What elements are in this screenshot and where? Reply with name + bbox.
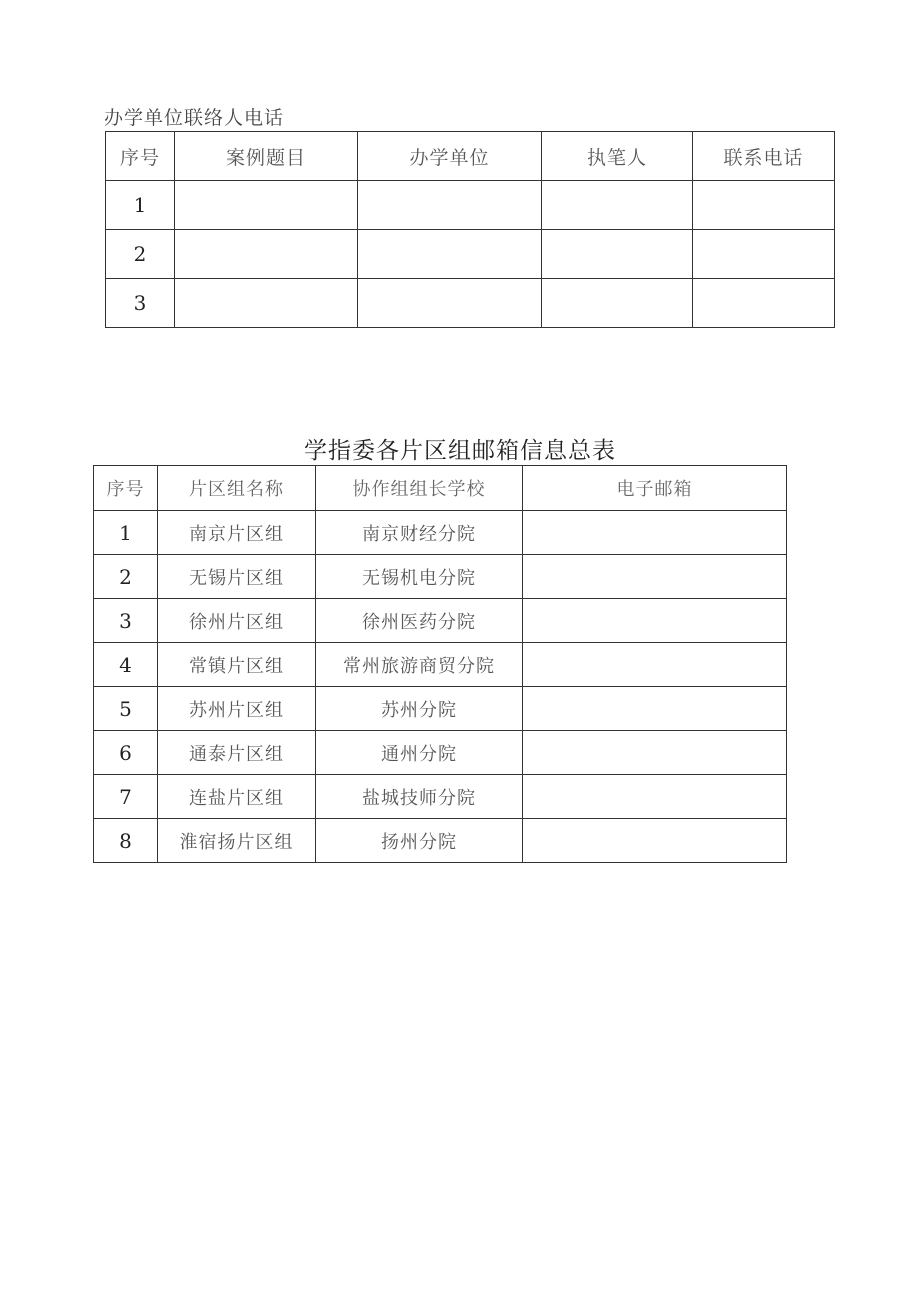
mail-cell-region: 徐州片区组 — [158, 599, 316, 643]
mail-cell-email — [523, 819, 787, 863]
case-cell-author — [542, 181, 693, 230]
case-cell-unit — [358, 230, 542, 279]
table-row — [94, 555, 787, 599]
mail-cell-leader-school: 常州旅游商贸分院 — [316, 643, 523, 687]
mail-cell-index: 8 — [94, 819, 158, 863]
case-cell-author — [542, 279, 693, 328]
mail-cell-email — [523, 687, 787, 731]
table-row — [106, 181, 835, 230]
case-cell-phone — [693, 279, 835, 328]
mail-table-title: 学指委各片区组邮箱信息总表 — [304, 438, 616, 464]
mail-cell-region: 淮宿扬片区组 — [158, 819, 316, 863]
mail-cell-leader-school: 苏州分院 — [316, 687, 523, 731]
table-row — [94, 599, 787, 643]
case-table-header-row — [106, 132, 835, 181]
mail-cell-region: 连盐片区组 — [158, 775, 316, 819]
mail-cell-index: 5 — [94, 687, 158, 731]
case-cell-title — [175, 181, 358, 230]
case-cell-unit — [358, 279, 542, 328]
mail-header-region: 片区组名称 — [158, 466, 316, 511]
mail-cell-email — [523, 643, 787, 687]
table-row — [106, 230, 835, 279]
mail-header-index: 序号 — [94, 466, 158, 511]
case-header-title: 案例题目 — [175, 132, 358, 181]
case-table — [105, 131, 835, 328]
table-row — [106, 279, 835, 328]
mail-cell-leader-school: 通州分院 — [316, 731, 523, 775]
mail-cell-region: 常镇片区组 — [158, 643, 316, 687]
mail-cell-email — [523, 599, 787, 643]
mail-header-email: 电子邮箱 — [523, 466, 787, 511]
mail-cell-index: 1 — [94, 511, 158, 555]
contact-line-label: 办学单位联络人电话 — [104, 107, 285, 129]
table-row — [94, 819, 787, 863]
mail-table-header-row — [94, 466, 787, 511]
mail-cell-index: 4 — [94, 643, 158, 687]
case-header-author: 执笔人 — [542, 132, 693, 181]
mail-cell-index: 2 — [94, 555, 158, 599]
mail-cell-leader-school: 无锡机电分院 — [316, 555, 523, 599]
mail-cell-email — [523, 555, 787, 599]
case-header-unit: 办学单位 — [358, 132, 542, 181]
mail-cell-region: 无锡片区组 — [158, 555, 316, 599]
mail-cell-region: 南京片区组 — [158, 511, 316, 555]
table-row — [94, 687, 787, 731]
mail-cell-email — [523, 731, 787, 775]
case-cell-index: 2 — [106, 230, 175, 279]
mail-cell-leader-school: 盐城技师分院 — [316, 775, 523, 819]
mail-cell-index: 7 — [94, 775, 158, 819]
case-cell-index: 1 — [106, 181, 175, 230]
mail-cell-email — [523, 511, 787, 555]
table-row — [94, 731, 787, 775]
mail-cell-leader-school: 徐州医药分院 — [316, 599, 523, 643]
table-row — [94, 643, 787, 687]
case-cell-unit — [358, 181, 542, 230]
table-row — [94, 775, 787, 819]
case-cell-phone — [693, 181, 835, 230]
mail-header-leader-school: 协作组组长学校 — [316, 466, 523, 511]
mail-cell-region: 苏州片区组 — [158, 687, 316, 731]
mail-cell-email — [523, 775, 787, 819]
mail-cell-leader-school: 扬州分院 — [316, 819, 523, 863]
mail-cell-leader-school: 南京财经分院 — [316, 511, 523, 555]
case-header-phone: 联系电话 — [693, 132, 835, 181]
case-cell-author — [542, 230, 693, 279]
case-cell-index: 3 — [106, 279, 175, 328]
mail-table — [93, 465, 787, 863]
table-row — [94, 511, 787, 555]
mail-cell-region: 通泰片区组 — [158, 731, 316, 775]
case-cell-title — [175, 230, 358, 279]
case-cell-title — [175, 279, 358, 328]
case-cell-phone — [693, 230, 835, 279]
case-header-index: 序号 — [106, 132, 175, 181]
mail-cell-index: 3 — [94, 599, 158, 643]
mail-cell-index: 6 — [94, 731, 158, 775]
